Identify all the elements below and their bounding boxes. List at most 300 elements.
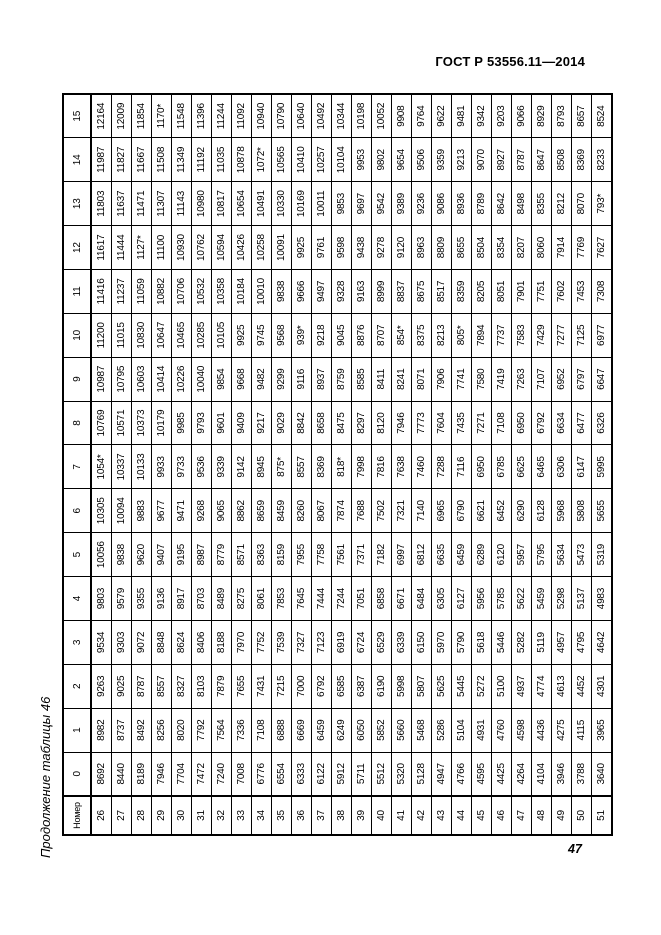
table-cell: 9072 — [132, 621, 152, 665]
table-row — [312, 94, 332, 835]
table-cell: 10762 — [192, 226, 212, 270]
table-cell: 10258 — [252, 226, 272, 270]
table-cell: 6858 — [372, 577, 392, 621]
column-header: 6 — [63, 489, 91, 533]
table-cell: 8703 — [192, 577, 212, 621]
table-cell: 10603 — [132, 357, 152, 401]
table-cell: 5785 — [492, 577, 512, 621]
table-cell: 6289 — [472, 533, 492, 577]
table-cell: 11803 — [91, 182, 112, 226]
table-cell: 7580 — [472, 357, 492, 401]
table-cell: 7123 — [312, 621, 332, 665]
table-cell: 6724 — [352, 621, 372, 665]
table-cell: 7125 — [572, 313, 592, 357]
table-cell: 9497 — [312, 270, 332, 314]
table-cell: 8557 — [152, 664, 172, 708]
table-cell: 8498 — [512, 182, 532, 226]
table-cell: 9598 — [332, 226, 352, 270]
table-cell: 7792 — [192, 708, 212, 752]
table-cell: 4760 — [492, 708, 512, 752]
table-cell: 10337 — [112, 445, 132, 489]
table-cell: 8862 — [232, 489, 252, 533]
table-cell: 10094 — [112, 489, 132, 533]
table-cell: 6785 — [492, 445, 512, 489]
table-cell: 3965 — [592, 708, 613, 752]
table-cell: 5298 — [552, 577, 572, 621]
table-cell: 11827 — [112, 138, 132, 182]
table-cell: 9536 — [192, 445, 212, 489]
table-cell: 4642 — [592, 621, 613, 665]
table-cell: 9278 — [372, 226, 392, 270]
table-cell: 10056 — [91, 533, 112, 577]
table-cell: 5655 — [592, 489, 613, 533]
table-cell: 9985 — [172, 401, 192, 445]
column-header: 8 — [63, 401, 91, 445]
table-row — [512, 94, 532, 835]
table-cell: 5119 — [532, 621, 552, 665]
table-cell: 9953 — [352, 138, 372, 182]
table-cell: 9481 — [452, 94, 472, 138]
table-cell: 9268 — [192, 489, 212, 533]
column-header: 10 — [63, 313, 91, 357]
table-cell: 5459 — [532, 577, 552, 621]
table-cell: 9677 — [152, 489, 172, 533]
table-cell: 9116 — [292, 357, 312, 401]
table-cell: 9601 — [212, 401, 232, 445]
table-cell: 4301 — [592, 664, 613, 708]
table-cell: 6249 — [332, 708, 352, 752]
table-cell: 9389 — [392, 182, 412, 226]
table-cell: 6671 — [392, 577, 412, 621]
table-cell: 6792 — [312, 664, 332, 708]
table-cell: 10532 — [192, 270, 212, 314]
table-cell: 8051 — [492, 270, 512, 314]
table-cell: 6529 — [372, 621, 392, 665]
table-cell: 8355 — [532, 182, 552, 226]
table-cell: 11548 — [172, 94, 192, 138]
table-cell: 9666 — [292, 270, 312, 314]
table-cell: 7271 — [472, 401, 492, 445]
row-number: 36 — [292, 796, 312, 835]
table-cell: 9359 — [432, 138, 452, 182]
table-cell: 10795 — [112, 357, 132, 401]
table-cell: 7419 — [492, 357, 512, 401]
table-cell: 5272 — [472, 664, 492, 708]
table-cell: 12164 — [91, 94, 112, 138]
table-cell: 7561 — [332, 533, 352, 577]
table-row — [432, 94, 452, 835]
table-cell: 8233 — [592, 138, 613, 182]
table-cell: 6326 — [592, 401, 613, 445]
table-cell: 10179 — [152, 401, 172, 445]
table-cell: 10790 — [272, 94, 292, 138]
table-cell: 8624 — [172, 621, 192, 665]
table-cell: 11015 — [112, 313, 132, 357]
table-cell: 7914 — [552, 226, 572, 270]
table-cell: 9217 — [252, 401, 272, 445]
table-row — [212, 94, 232, 835]
table-cell: 10426 — [232, 226, 252, 270]
table-cell: 10105 — [212, 313, 232, 357]
table-cell: 6452 — [492, 489, 512, 533]
table-cell: 7955 — [292, 533, 312, 577]
table-cell: 5625 — [432, 664, 452, 708]
table-cell: 9542 — [372, 182, 392, 226]
table-cell: 8508 — [552, 138, 572, 182]
page-number: 47 — [568, 842, 582, 856]
row-number: 41 — [392, 796, 412, 835]
table-cell: 11637 — [112, 182, 132, 226]
table-cell: 6477 — [572, 401, 592, 445]
table-cell: 6050 — [352, 708, 372, 752]
row-number: 37 — [312, 796, 332, 835]
table-cell: 6585 — [332, 664, 352, 708]
table-cell: 11349 — [172, 138, 192, 182]
table-cell: 11237 — [112, 270, 132, 314]
table-cell: 8837 — [392, 270, 412, 314]
table-cell: 11092 — [232, 94, 252, 138]
table-cell: 11192 — [192, 138, 212, 182]
table-cell: 6465 — [532, 445, 552, 489]
table-cell: 6792 — [532, 401, 552, 445]
table-row — [91, 94, 112, 835]
table-cell: 6647 — [592, 357, 613, 401]
row-number: 34 — [252, 796, 272, 835]
table-cell: 11667 — [132, 138, 152, 182]
table-cell: 7894 — [472, 313, 492, 357]
rotated-table-area — [32, 93, 607, 858]
table-cell: 8275 — [232, 577, 252, 621]
table-cell: 7288 — [432, 445, 452, 489]
table-cell: 8369 — [312, 445, 332, 489]
table-cell: 9045 — [332, 313, 352, 357]
table-cell: 5128 — [412, 752, 432, 796]
table-cell: 6120 — [492, 533, 512, 577]
table-cell: 5445 — [452, 664, 472, 708]
table-cell: 7182 — [372, 533, 392, 577]
table-cell: 10184 — [232, 270, 252, 314]
table-cell: 805* — [452, 313, 472, 357]
table-cell: 8189 — [132, 752, 152, 796]
column-header: 5 — [63, 533, 91, 577]
table-cell: 9506 — [412, 138, 432, 182]
table-cell: 11617 — [91, 226, 112, 270]
table-cell: 9933 — [152, 445, 172, 489]
row-number: 28 — [132, 796, 152, 835]
table-cell: 8927 — [492, 138, 512, 182]
table-cell: 10640 — [292, 94, 312, 138]
table-cell: 939* — [292, 313, 312, 357]
table-cell: 5795 — [532, 533, 552, 577]
table-cell: 6625 — [512, 445, 532, 489]
table-cell: 6339 — [392, 621, 412, 665]
table-cell: 8929 — [532, 94, 552, 138]
table-cell: 9925 — [292, 226, 312, 270]
row-number: 49 — [552, 796, 572, 835]
table-cell: 9854 — [212, 357, 232, 401]
table-cell: 8205 — [472, 270, 492, 314]
table-cell: 10878 — [232, 138, 252, 182]
table-cell: 9163 — [352, 270, 372, 314]
table-cell: 11854 — [132, 94, 152, 138]
row-number: 27 — [112, 796, 132, 835]
table-cell: 11508 — [152, 138, 172, 182]
table-row — [192, 94, 212, 835]
table-cell: 10987 — [91, 357, 112, 401]
row-number: 39 — [352, 796, 372, 835]
table-cell: 11396 — [192, 94, 212, 138]
table-cell: 5957 — [512, 533, 532, 577]
table-cell: 4766 — [452, 752, 472, 796]
table-cell: 8571 — [232, 533, 252, 577]
table-cell: 7244 — [332, 577, 352, 621]
table-cell: 7431 — [252, 664, 272, 708]
table-cell: 8475 — [332, 401, 352, 445]
table-cell: 8945 — [252, 445, 272, 489]
table-cell: 9534 — [91, 621, 112, 665]
table-cell: 8375 — [412, 313, 432, 357]
table-cell: 9654 — [392, 138, 412, 182]
table-cell: 4931 — [472, 708, 492, 752]
table-cell: 7263 — [512, 357, 532, 401]
row-number: 47 — [512, 796, 532, 835]
column-header: 0 — [63, 752, 91, 796]
table-cell: 8489 — [212, 577, 232, 621]
table-cell: 3788 — [572, 752, 592, 796]
table-cell: 7688 — [352, 489, 372, 533]
table-cell: 9213 — [452, 138, 472, 182]
table-cell: 11100 — [152, 226, 172, 270]
column-header: 12 — [63, 226, 91, 270]
table-cell: 6776 — [252, 752, 272, 796]
table-cell: 7008 — [232, 752, 252, 796]
table-cell: 9733 — [172, 445, 192, 489]
table-cell: 10091 — [272, 226, 292, 270]
table-cell: 4425 — [492, 752, 512, 796]
table-cell: 8207 — [512, 226, 532, 270]
table-cell: 8658 — [312, 401, 332, 445]
table-cell: 9620 — [132, 533, 152, 577]
table-cell: 9622 — [432, 94, 452, 138]
table-cell: 4115 — [572, 708, 592, 752]
table-cell: 6290 — [512, 489, 532, 533]
column-header: 14 — [63, 138, 91, 182]
table-cell: 7453 — [572, 270, 592, 314]
table-cell: 5956 — [472, 577, 492, 621]
table-cell: 7602 — [552, 270, 572, 314]
table-cell: 7751 — [532, 270, 552, 314]
table-cell: 12009 — [112, 94, 132, 138]
table-cell: 10980 — [192, 182, 212, 226]
table-cell: 10654 — [232, 182, 252, 226]
table-cell: 7583 — [512, 313, 532, 357]
table-cell: 8842 — [292, 401, 312, 445]
table-cell: 11035 — [212, 138, 232, 182]
table-cell: 8987 — [192, 533, 212, 577]
table-cell: 11416 — [91, 270, 112, 314]
table-cell: 5282 — [512, 621, 532, 665]
table-cell: 7327 — [292, 621, 312, 665]
table-cell: 8071 — [412, 357, 432, 401]
table-cell: 6950 — [472, 445, 492, 489]
table-cell: 8789 — [472, 182, 492, 226]
table-row — [232, 94, 252, 835]
table-cell: 11444 — [112, 226, 132, 270]
table-cell: 8809 — [432, 226, 452, 270]
table-cell: 9070 — [472, 138, 492, 182]
table-cell: 6965 — [432, 489, 452, 533]
table-cell: 4595 — [472, 752, 492, 796]
row-number: 45 — [472, 796, 492, 835]
table-cell: 8657 — [572, 94, 592, 138]
table-cell: 9697 — [352, 182, 372, 226]
corner-header: Номер — [63, 796, 91, 835]
table-cell: 5998 — [392, 664, 412, 708]
table-cell: 8982 — [91, 708, 112, 752]
table-row — [172, 94, 192, 835]
table-cell: 8963 — [412, 226, 432, 270]
table-cell: 7853 — [272, 577, 292, 621]
table-cell: 8642 — [492, 182, 512, 226]
table-cell: 6952 — [552, 357, 572, 401]
table-cell: 7435 — [452, 401, 472, 445]
table-cell: 7215 — [272, 664, 292, 708]
table-cell: 10769 — [91, 401, 112, 445]
table-cell: 7371 — [352, 533, 372, 577]
row-number: 30 — [172, 796, 192, 835]
table-row — [292, 94, 312, 835]
table-cell: 7116 — [452, 445, 472, 489]
row-number: 50 — [572, 796, 592, 835]
table-row — [272, 94, 292, 835]
table-cell: 10052 — [372, 94, 392, 138]
table-cell: 7429 — [532, 313, 552, 357]
table-cell: 11059 — [132, 270, 152, 314]
table-cell: 7051 — [352, 577, 372, 621]
table-row — [472, 94, 492, 835]
table-cell: 7638 — [392, 445, 412, 489]
table-cell: 9218 — [312, 313, 332, 357]
table-cell: 6635 — [432, 533, 452, 577]
table-cell: 8999 — [372, 270, 392, 314]
table-cell: 4436 — [532, 708, 552, 752]
table-cell: 6306 — [552, 445, 572, 489]
table-cell: 4937 — [512, 664, 532, 708]
row-number: 38 — [332, 796, 352, 835]
table-cell: 8787 — [512, 138, 532, 182]
table-cell: 8159 — [272, 533, 292, 577]
table-cell: 7108 — [252, 708, 272, 752]
table-cell: 8061 — [252, 577, 272, 621]
table-cell: 8406 — [192, 621, 212, 665]
table-cell: 8188 — [212, 621, 232, 665]
row-number: 31 — [192, 796, 212, 835]
table-cell: 8917 — [172, 577, 192, 621]
table-cell: 9803 — [91, 577, 112, 621]
table-cell: 7769 — [572, 226, 592, 270]
table-cell: 9025 — [112, 664, 132, 708]
table-cell: 6147 — [572, 445, 592, 489]
table-cell: 4264 — [512, 752, 532, 796]
table-cell: 10940 — [252, 94, 272, 138]
table-cell: 11200 — [91, 313, 112, 357]
column-header: 2 — [63, 664, 91, 708]
table-cell: 9299 — [272, 357, 292, 401]
table-cell: 854* — [392, 313, 412, 357]
table-cell: 9136 — [152, 577, 172, 621]
table-cell: 10040 — [192, 357, 212, 401]
table-cell: 10344 — [332, 94, 352, 138]
table-cell: 6305 — [432, 577, 452, 621]
table-cell: 6790 — [452, 489, 472, 533]
table-cell: 5100 — [492, 664, 512, 708]
table-cell: 6888 — [272, 708, 292, 752]
column-header: 11 — [63, 270, 91, 314]
table-cell: 7773 — [412, 401, 432, 445]
table-cell: 5618 — [472, 621, 492, 665]
table-cell: 8675 — [412, 270, 432, 314]
table-cell: 8256 — [152, 708, 172, 752]
table-cell: 7277 — [552, 313, 572, 357]
table-cell: 3946 — [552, 752, 572, 796]
table-cell: 4983 — [592, 577, 613, 621]
table-cell: 8876 — [352, 313, 372, 357]
table-cell: 8585 — [352, 357, 372, 401]
table-cell: 8297 — [352, 401, 372, 445]
table-cell: 8213 — [432, 313, 452, 357]
column-header: 9 — [63, 357, 91, 401]
table-cell: 7758 — [312, 533, 332, 577]
table-cell: 4598 — [512, 708, 532, 752]
table-cell: 9065 — [212, 489, 232, 533]
header-row — [63, 94, 91, 835]
row-number: 48 — [532, 796, 552, 835]
table-cell: 9438 — [352, 226, 372, 270]
table-cell: 8327 — [172, 664, 192, 708]
table-cell: 11471 — [132, 182, 152, 226]
table-cell: 8737 — [112, 708, 132, 752]
table-cell: 10285 — [192, 313, 212, 357]
row-number: 40 — [372, 796, 392, 835]
row-number: 26 — [91, 796, 112, 835]
table-cell: 4452 — [572, 664, 592, 708]
table-cell: 5808 — [572, 489, 592, 533]
table-cell: 8937 — [312, 357, 332, 401]
column-header: 1 — [63, 708, 91, 752]
table-cell: 7901 — [512, 270, 532, 314]
table-cell: 8779 — [212, 533, 232, 577]
table-cell: 6797 — [572, 357, 592, 401]
table-cell: 5790 — [452, 621, 472, 665]
table-cell: 8655 — [452, 226, 472, 270]
table-cell: 9029 — [272, 401, 292, 445]
table-cell: 8848 — [152, 621, 172, 665]
table-cell: 9142 — [232, 445, 252, 489]
table-cell: 8067 — [312, 489, 332, 533]
table-cell: 3640 — [592, 752, 613, 796]
table-cell: 5104 — [452, 708, 472, 752]
table-cell: 6634 — [552, 401, 572, 445]
table-cell: 9579 — [112, 577, 132, 621]
table-cell: 5320 — [392, 752, 412, 796]
table-cell: 10830 — [132, 313, 152, 357]
table-cell: 9407 — [152, 533, 172, 577]
row-number: 33 — [232, 796, 252, 835]
table-cell: 9263 — [91, 664, 112, 708]
table-cell: 8647 — [532, 138, 552, 182]
table-cell: 8504 — [472, 226, 492, 270]
table-cell: 9203 — [492, 94, 512, 138]
